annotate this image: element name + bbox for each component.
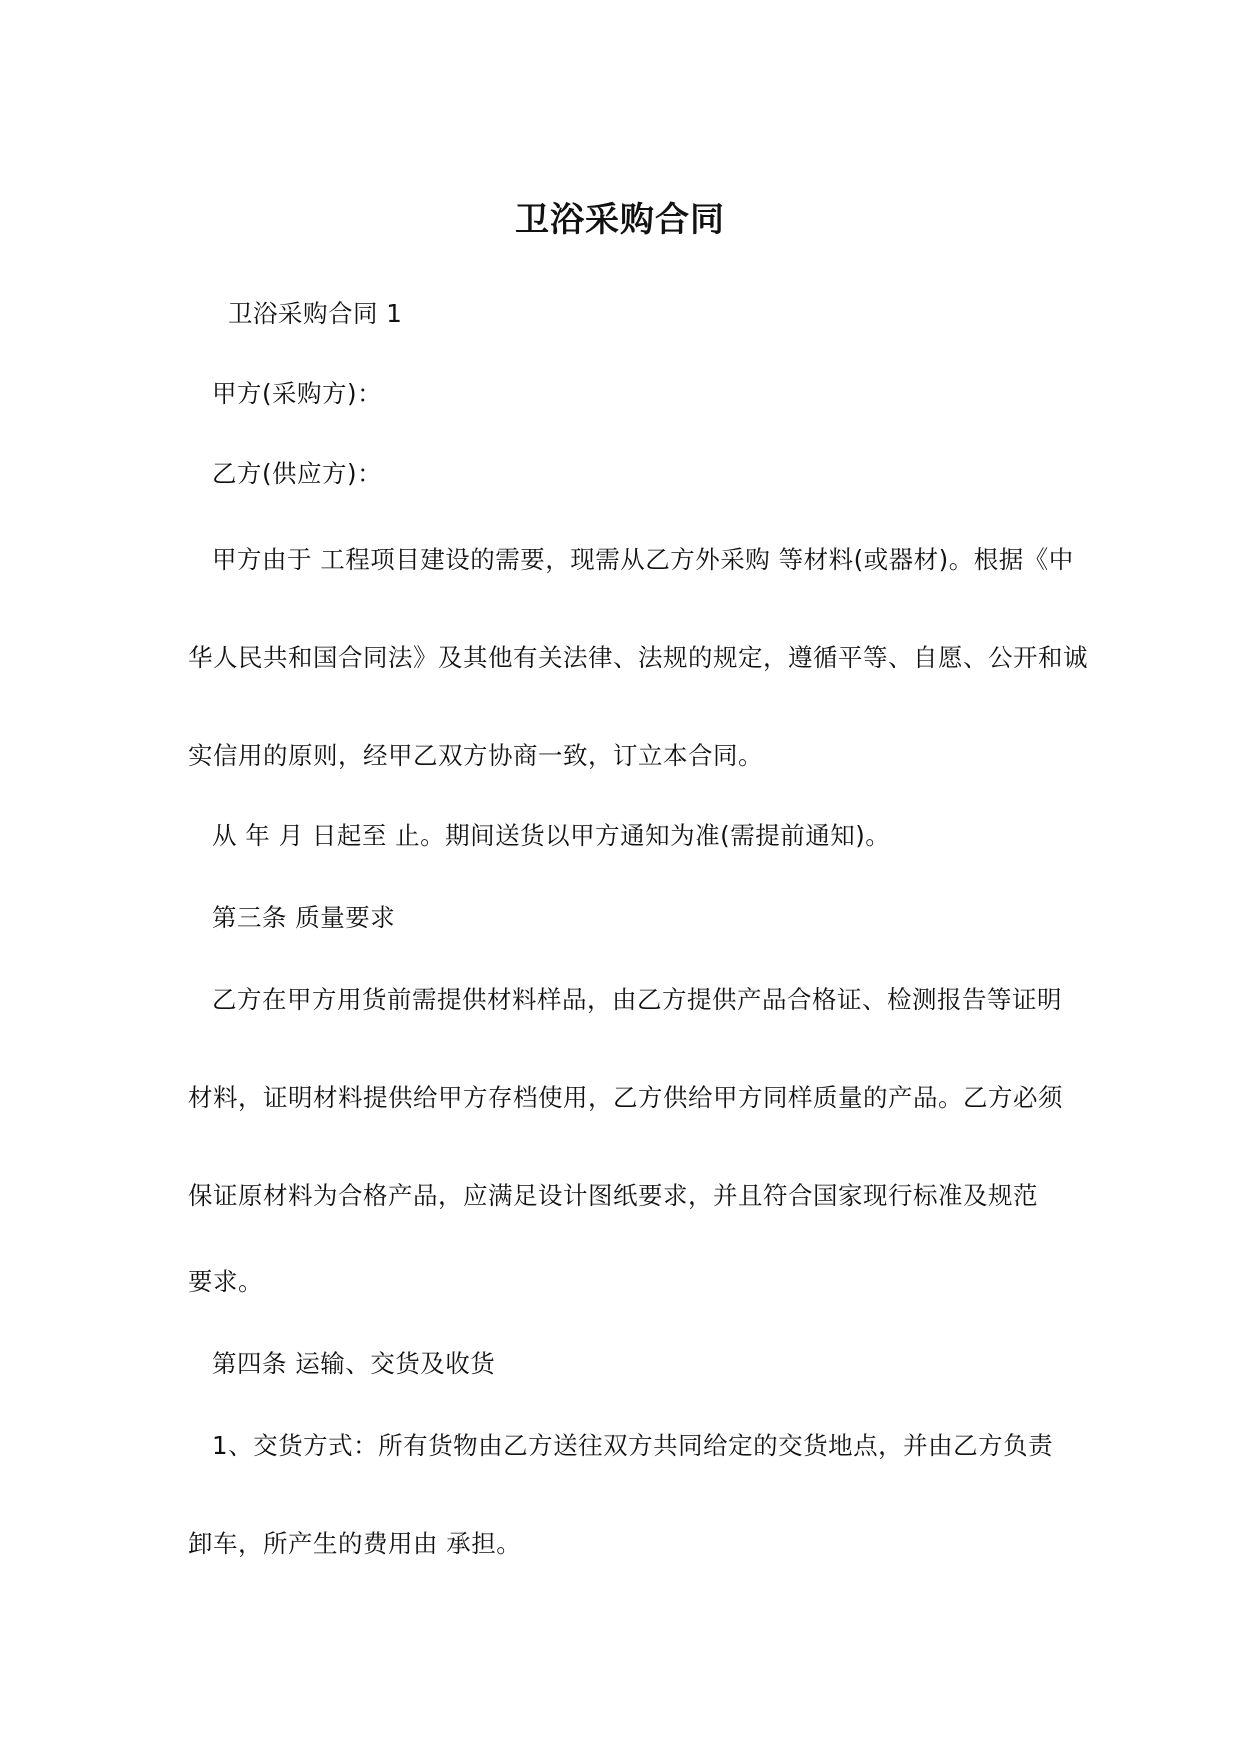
paragraph-line: 材料，证明材料提供给甲方存档使用，乙方供给甲方同样质量的产品。乙方必须: [188, 1083, 1063, 1112]
paragraph-line: 甲方由于 工程项目建设的需要，现需从乙方外采购 等材料(或器材)。根据《中: [212, 545, 1074, 574]
paragraph-line: 保证原材料为合格产品，应满足设计图纸要求，并且符合国家现行标准及规范: [188, 1181, 1038, 1210]
paragraph-line: 卸车，所产生的费用由 承担。: [188, 1529, 522, 1558]
subtitle-line: 卫浴采购合同 1: [228, 299, 403, 328]
section-heading: 第四条 运输、交货及收货: [212, 1349, 496, 1378]
paragraph-line: 实信用的原则，经甲乙双方协商一致，订立本合同。: [188, 741, 763, 770]
paragraph-line: 从 年 月 日起至 止。期间送货以甲方通知为准(需提前通知)。: [212, 821, 891, 850]
document-title: 卫浴采购合同: [515, 200, 725, 240]
paragraph-line: 华人民共和国合同法》及其他有关法律、法规的规定，遵循平等、自愿、公开和诚: [188, 643, 1088, 672]
party-b-line: 乙方(供应方)：: [212, 459, 383, 488]
paragraph-line: 乙方在甲方用货前需提供材料样品，由乙方提供产品合格证、检测报告等证明: [212, 985, 1062, 1014]
paragraph-line: 要求。: [188, 1267, 263, 1296]
section-heading: 第三条 质量要求: [212, 903, 396, 932]
party-a-line: 甲方(采购方)：: [212, 379, 383, 408]
paragraph-line: 1、交货方式：所有货物由乙方送往双方共同给定的交货地点，并由乙方负责: [212, 1431, 1054, 1460]
